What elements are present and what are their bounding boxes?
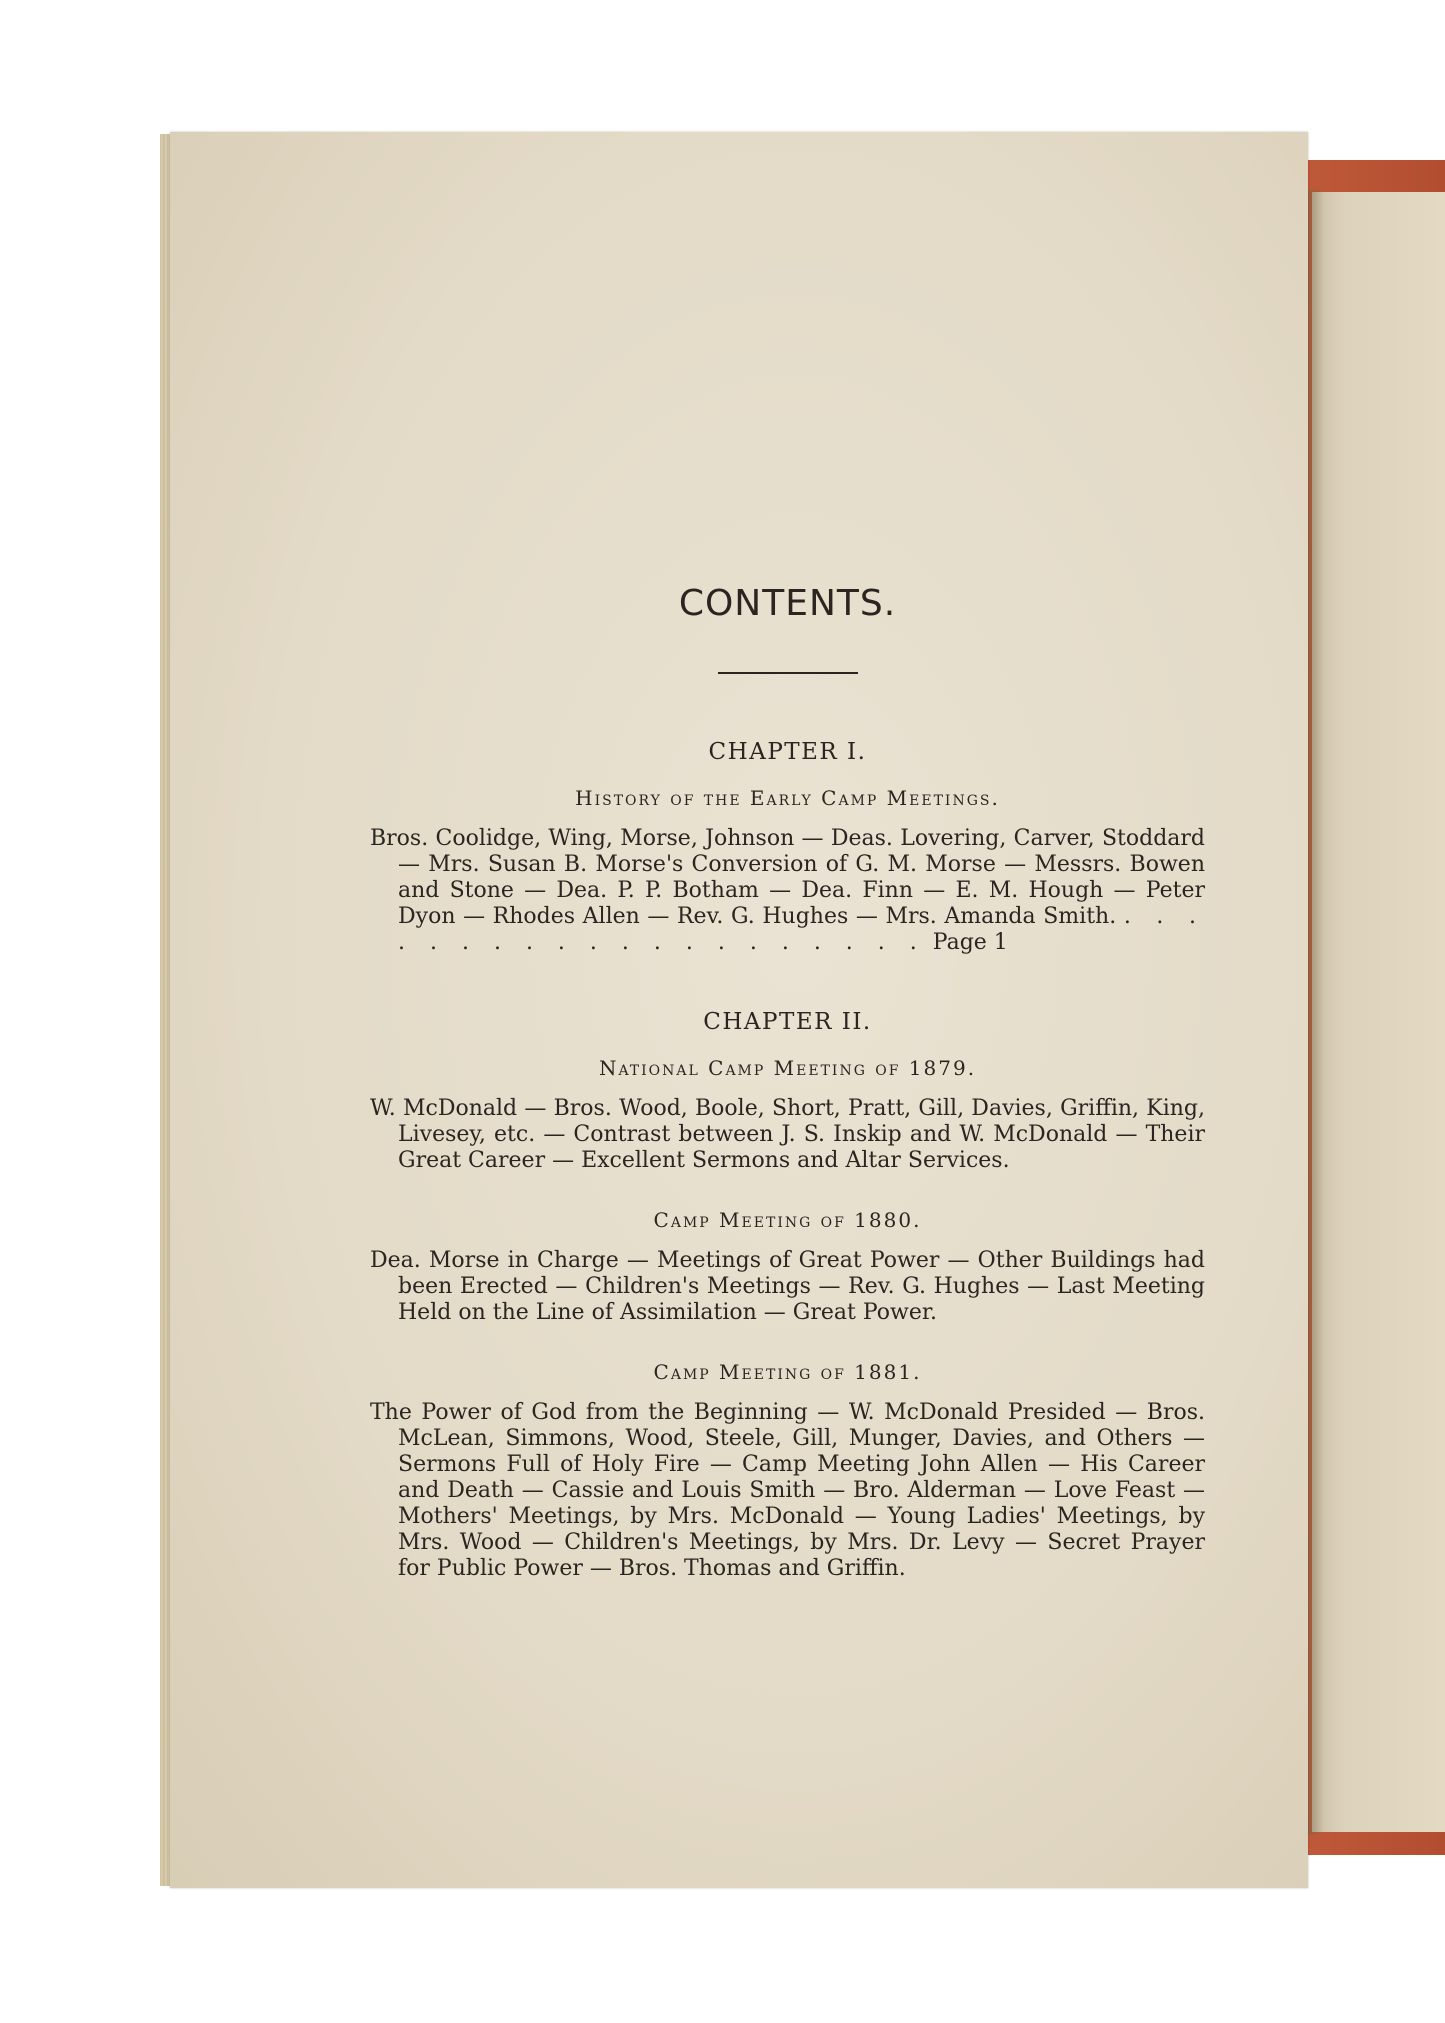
section-heading: Camp Meeting of 1880. [653,1208,922,1232]
chapter-heading: CHAPTER I. [708,739,867,765]
entry-text: W. McDonald — Bros. Wood, Boole, Short, Pratt, Gill, Davies, Griffin, King, Livesey, etc. — Contrast between J. S. Inskip and W. McDonald — Their Great Career — Excellent Sermons and Altar Services. [370,1096,1205,1173]
contents-text [370,560,1205,1582]
section-heading: History of the Early Camp Meetings. [575,786,1000,810]
contents-entry [370,826,1205,956]
facing-page [1312,192,1445,1832]
page-reference: Page 1 [932,930,1008,955]
leader-dots: . . . . . . . . . . . . . . . . . . . . [398,904,1206,955]
entry-text: The Power of God from the Beginning — W. McDonald Presided — Bros. McLean, Simmons, Wood, Steele, Gill, Munger, Davies, and Others — Sermons Full of Holy Fire — Camp Meeting John Allen — His Career and Death — Cassie and Louis Smith — Bro. Alderman — Love Feast — Mothers' Meetings, by Mrs. McDonald — Young Ladies' Meetings, by Mrs. Wood — Children's Meetings, by Mrs. Dr. Levy — Secret Prayer for Public Power — Bros. Thomas and Griffin. [370,1400,1205,1581]
entry-text: Dea. Morse in Charge — Meetings of Great Power — Other Buildings had been Erected — Children's Meetings — Rev. G. Hughes — Last Meeting Held on the Line of Assimilation — Great Power. [370,1248,1205,1325]
section-heading: Camp Meeting of 1881. [653,1360,922,1384]
entry-text: Bros. Coolidge, Wing, Morse, Johnson — Deas. Lovering, Carver, Stoddard — Mrs. Susan B. Morse's Conversion of G. M. Morse — Messrs. Bowen and Stone — Dea. P. P. Botham — Dea. Finn — E. M. Hough — Peter Dyon — Rhodes Allen — Rev. G. Hughes — Mrs. Amanda Smith. . . . . . . . . . . . . . . . . . . . . Page 1 [370,826,1206,955]
chapter-heading: CHAPTER II. [703,1009,872,1035]
title-divider [718,672,858,674]
section-heading: National Camp Meeting of 1879. [598,1056,977,1080]
page-title: CONTENTS. [678,583,897,624]
